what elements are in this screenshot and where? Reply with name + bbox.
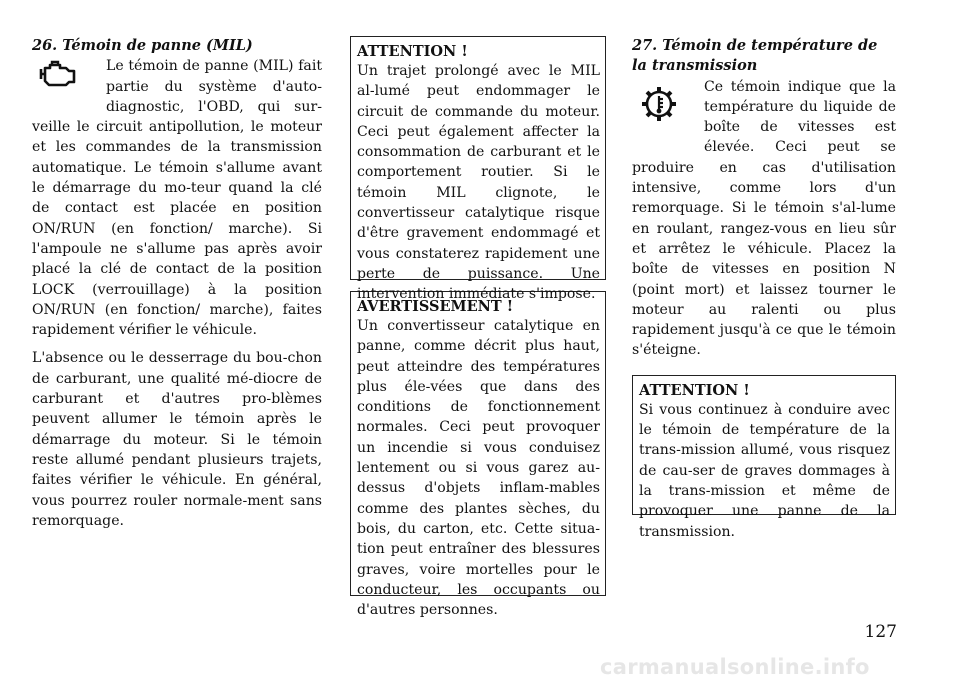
warning-box-3-text: Si vous continuez à conduire avec le témoin de température de la trans-mission allumé, vous risquez de cau-ser de graves dommages à la trans-mission et même de provoquer une panne de la transmission. xyxy=(639,401,890,540)
section-27-intro: Ce témoin indique que la température du liquide de boîte de vitesses est élevée. Ceci peut se produire en cas d'utilisation intensive, comme lors d'un remorquage. Si le témoin s'al-lume en roulant, rangez-vous en lieu sûr et arrêtez le véhicule. Placez la boîte de vitesses en position N (point mort) et laissez tourner le moteur au ralenti ou plus rapidement jusqu'à ce que le témoin s'éteigne. xyxy=(632,78,896,359)
warning-box-avertissement xyxy=(350,291,606,619)
watermark: carmanualsonline.info xyxy=(600,655,870,679)
section-27-heading: 27. Témoin de température de la transmission xyxy=(632,37,878,75)
warning-box-1-text: Un trajet prolongé avec le MIL al-lumé peut endommager le circuit de commande du moteur. Ceci peut également affecter la consommation de carburant et le comportement routier. Si le témoin MIL clignote, le convertisseur catalytique risque d'être gravement endommagé et vous constaterez rapidement une perte de puissance. Une intervention immédiate s'impose. xyxy=(357,63,600,303)
transmission-temperature-icon xyxy=(632,77,704,141)
page-number: 127 xyxy=(864,622,897,642)
column-right xyxy=(632,36,896,540)
column-middle xyxy=(350,36,606,619)
warning-box-2-text: Un convertisseur catalytique en panne, comme décrit plus haut, peut atteindre des températures plus éle-vées que dans des conditions de fonctionnement normales. Ceci peut provoquer un incendie si vous conduisez lentement ou si vous garez au-dessus d'objets inflam-mables comme des plantes sèches, du bois, du carton, etc. Cette situa-tion peut entraîner des blessures graves, voire mortelles pour le conducteur, les occupants ou d'autres personnes. xyxy=(357,318,600,619)
warning-box-1-title: ATTENTION ! xyxy=(357,43,468,60)
section-26-intro: Le témoin de panne (MIL) fait partie du système d'auto-diagnostic, l'OBD, qui sur-veille le circuit antipollution, le moteur et les commandes de la transmission automatique. Le témoin s'allume avant le démarrage du mo-teur quand la clé de contact est placée en position ON/RUN (en fonction/ marche). Si l'ampoule ne s'allume pas après avoir placé la clé de contact de la position LOCK (verrouillage) à la position ON/RUN (en fonction/ marche), faites rapidement vérifier le véhicule. xyxy=(32,58,322,339)
warning-box-2-title: AVERTISSEMENT ! xyxy=(357,298,514,315)
warning-box-transmission xyxy=(632,375,896,540)
column-left xyxy=(32,36,322,531)
warning-box-3-title: ATTENTION ! xyxy=(639,381,750,399)
warning-box-attention xyxy=(350,36,606,303)
section-26-heading: 26. Témoin de panne (MIL) xyxy=(32,37,253,54)
section-26-paragraph-2: L'absence ou le desserrage du bou-chon de carburant, une qualité mé-diocre de carburant et d'autres pro-blèmes peuvent allumer le témoin après le démarrage du moteur. Si le témoin reste allumé pendant plusieurs trajets, faites vérifier le véhicule. En général, vous pourrez rouler normale-ment sans remorquage. xyxy=(32,350,322,529)
check-engine-icon xyxy=(32,56,106,102)
